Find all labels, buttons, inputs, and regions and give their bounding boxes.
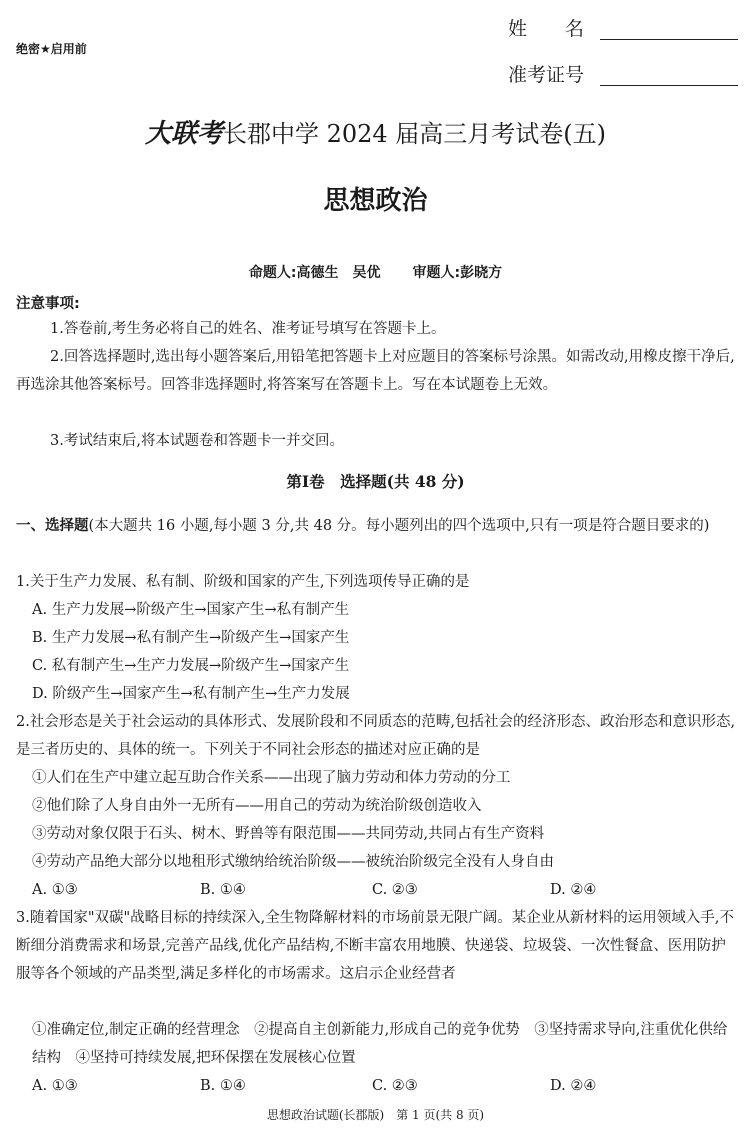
question-1-option: A. 生产力发展→阶级产生→国家产生→私有制产生	[32, 602, 350, 618]
question-2-statement: ③劳动对象仅限于石头、树木、野兽等有限范围——共同劳动,共同占有生产资料	[32, 826, 545, 842]
exam-brand: 大联考	[144, 119, 223, 149]
notice-item: 1.答卷前,考生务必将自己的姓名、准考证号填写在答题卡上。	[50, 321, 446, 337]
question-2-statement: ①人们在生产中建立起互助合作关系——出现了脑力劳动和体力劳动的分工	[32, 770, 511, 786]
question-3-stem: 3.随着国家"双碳"战略目标的持续深入,全生物降解材料的市场前景无限广阔。某企业从新材料的运用领域入手,不断细分消费需求和场景,完善产品线,优化产品结构,不断丰富农用地膜、快递袋、垃圾袋、一次性餐盒、医用防护服等各个领域的产品类型,满足多样化的市场需求。这启示企业经营者	[16, 910, 734, 982]
part-description: (本大题共 16 小题,每小题 3 分,共 48 分。每小题列出的四个选项中,只有一项是符合题目要求的)	[88, 518, 710, 534]
setter-label: 命题人:	[248, 265, 297, 281]
question-2-stem: 2.社会形态是关于社会运动的具体形式、发展阶段和不同质态的范畴,包括社会的经济形态、政治形态和意识形态,是三者历史的、具体的统一。下列关于不同社会形态的描述对应正确的是	[16, 714, 736, 758]
question-2-statement: ④劳动产品绝大部分以地租形式缴纳给统治阶级——被统治阶级完全没有人身自由	[32, 854, 554, 870]
question-1-option: D. 阶级产生→国家产生→私有制产生→生产力发展	[32, 686, 350, 702]
confidential-label: 绝密★启用前	[16, 42, 87, 56]
choice-b: B. ①④	[200, 882, 246, 898]
choice-c: C. ②③	[372, 882, 418, 898]
notice-item: 2.回答选择题时,选出每小题答案后,用铅笔把答题卡上对应题目的答案标号涂黑。如需改动,用橡皮擦干净后,再选涂其他答案标号。回答非选择题时,将答案写在答题卡上。写在本试题卷上无效。	[16, 349, 735, 393]
question-2-statement: ②他们除了人身自由外一无所有——用自己的劳动为统治阶级创造收入	[32, 798, 482, 814]
authors-line	[0, 262, 751, 282]
notice-item: 3.考试结束后,将本试题卷和答题卡一并交回。	[50, 433, 344, 449]
subject-title: 思想政治	[323, 186, 428, 216]
page-footer: 思想政治试题(长郡版) 第 1 页(共 8 页)	[266, 1108, 485, 1122]
name-field-line[interactable]	[600, 38, 738, 40]
section-title: 第Ⅰ卷 选择题(共 48 分)	[286, 472, 465, 491]
setters: 高德生 吴优	[296, 265, 381, 281]
exam-title	[0, 113, 751, 150]
choice-a: A. ①③	[32, 882, 78, 898]
question-1-option: B. 生产力发展→私有制产生→阶级产生→国家产生	[32, 630, 350, 646]
reviewer: 彭晓方	[460, 265, 503, 281]
choice-c: C. ②③	[372, 1078, 418, 1094]
notice-title: 注意事项:	[16, 296, 80, 312]
part-instructions	[16, 512, 740, 540]
question-1-stem: 1.关于生产力发展、私有制、阶级和国家的产生,下列选项传导正确的是	[16, 574, 470, 590]
part-label: 一、选择题	[16, 517, 89, 534]
question-3-choices	[32, 1072, 732, 1100]
name-field-label: 姓 名	[508, 18, 585, 40]
exam-id-field-line[interactable]	[600, 84, 738, 86]
choice-a: A. ①③	[32, 1078, 78, 1094]
exam-title-text: 长郡中学 2024 届高三月考试卷(五)	[222, 120, 607, 148]
question-2-choices	[32, 876, 732, 904]
choice-d: D. ②④	[550, 1078, 597, 1094]
choice-b: B. ①④	[200, 1078, 246, 1094]
reviewer-label: 审题人:	[412, 265, 461, 281]
question-1-option: C. 私有制产生→生产力发展→阶级产生→国家产生	[32, 658, 350, 674]
question-3-statements: ①准确定位,制定正确的经营理念 ②提高自主创新能力,形成自己的竞争优势 ③坚持需求导向,注重优化供给结构 ④坚持可持续发展,把环保摆在发展核心位置	[32, 1022, 728, 1066]
choice-d: D. ②④	[550, 882, 597, 898]
exam-id-field-label: 准考证号	[508, 64, 585, 86]
